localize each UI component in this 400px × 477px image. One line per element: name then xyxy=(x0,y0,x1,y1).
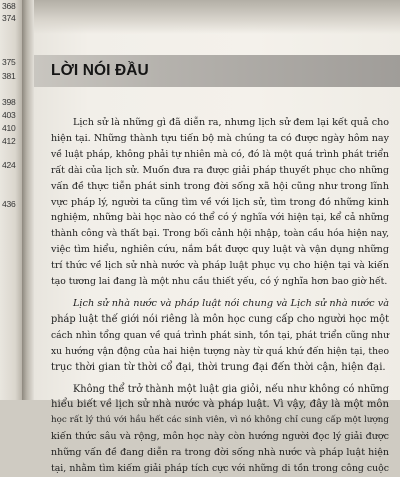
book-page xyxy=(34,0,400,475)
left-page-number: 410 xyxy=(2,123,16,133)
left-page-number: 403 xyxy=(2,110,16,120)
text-line: rất dài của lịch sử. Muốn đưa ra được giải pháp thuyết phục cho những xyxy=(51,164,389,176)
text-line: xu hướng vận động của hai hiện tượng này từ quá khứ đến hiện tại, theo xyxy=(51,345,389,357)
text-line: trục thời gian từ thời cổ đại, thời trung đại đến thời cận, hiện đại. xyxy=(51,361,386,373)
text-line: tạo tương lai đang là một nhu cầu thiết yếu, có ý nghĩa hơn bao giờ hết. xyxy=(51,276,388,288)
book-gutter xyxy=(22,0,34,400)
text-line: kiến thức sâu và rộng, môn học này còn hướng người đọc lý giải được xyxy=(51,431,389,443)
text-line: vấn đề thực tiễn phát sinh trong đời sống xã hội cũng như trong lĩnh xyxy=(51,180,389,192)
text-line: Không thể trở thành một luật gia giỏi, nếu như không có những xyxy=(73,383,389,395)
left-page-number: 398 xyxy=(2,97,16,107)
paragraph-2 xyxy=(51,296,389,376)
text-line: hiểu biết về lịch sử nhà nước và pháp luật. Vì vậy, đây là một môn xyxy=(51,399,389,411)
text-line: nghiệm, những bài học nào có thể có ý nghĩa với hiện tại, kể cả những xyxy=(51,212,389,224)
paragraph-3 xyxy=(51,382,389,477)
paragraph-1 xyxy=(51,115,389,290)
text-line: vực pháp lý, người ta cũng tìm về với lịch sử, tìm trong đó những kinh xyxy=(51,196,389,208)
left-page-number: 436 xyxy=(2,199,16,209)
text-line: những vấn đề đang diễn ra trong đời sống nhà nước và pháp luật hiện xyxy=(51,447,389,459)
left-page-number: 368 xyxy=(2,1,16,11)
text-line: trí thức về lịch sử nhà nước và pháp luật phục vụ cho hiện tại và kiến xyxy=(51,260,389,272)
body-text xyxy=(51,115,389,477)
left-page-number: 381 xyxy=(2,71,16,81)
text-line: cách nhìn tổng quan về quá trình phát sinh, tồn tại, phát triển cũng như xyxy=(51,329,389,341)
left-page-number: 375 xyxy=(2,57,16,67)
text-line: Lịch sử là những gì đã diễn ra, nhưng lịch sử đem lại kết quả cho xyxy=(73,117,389,128)
text-line: tại, nhằm tìm kiếm giải pháp tích cực với những di tồn trong công cuộc xyxy=(51,463,389,475)
text-line: về luật pháp, không phải tự nhiên mà có, đó là một quá trình phát triển xyxy=(51,148,389,160)
left-page-number: 374 xyxy=(2,13,16,23)
page-top-shadow xyxy=(34,0,400,34)
text-line: học rất lý thú với hầu hết các sinh viên, vì nó không chỉ cung cấp một lượng xyxy=(51,415,389,426)
left-page-number: 412 xyxy=(2,136,16,146)
text-line: thành công và thất bại. Trong bối cảnh hội nhập, toàn cầu hóa hiện nay, xyxy=(51,228,389,240)
left-page-number: 424 xyxy=(2,160,16,170)
left-page-edge xyxy=(0,0,22,400)
text-line: pháp luật thế giới nói riêng là môn học cung cấp cho người học một xyxy=(51,313,389,325)
text-line: Lịch sử nhà nước và pháp luật nói chung và Lịch sử nhà nước và xyxy=(73,297,389,309)
text-line: hiện tại. Những thành tựu tiến bộ mà chúng ta có được ngày hôm nay xyxy=(51,132,389,144)
text-line: việc tìm hiểu, nghiên cứu, nắm bắt được quy luật và vận dụng những xyxy=(51,244,389,256)
chapter-heading: LỜI NÓI ĐẦU xyxy=(51,62,149,79)
